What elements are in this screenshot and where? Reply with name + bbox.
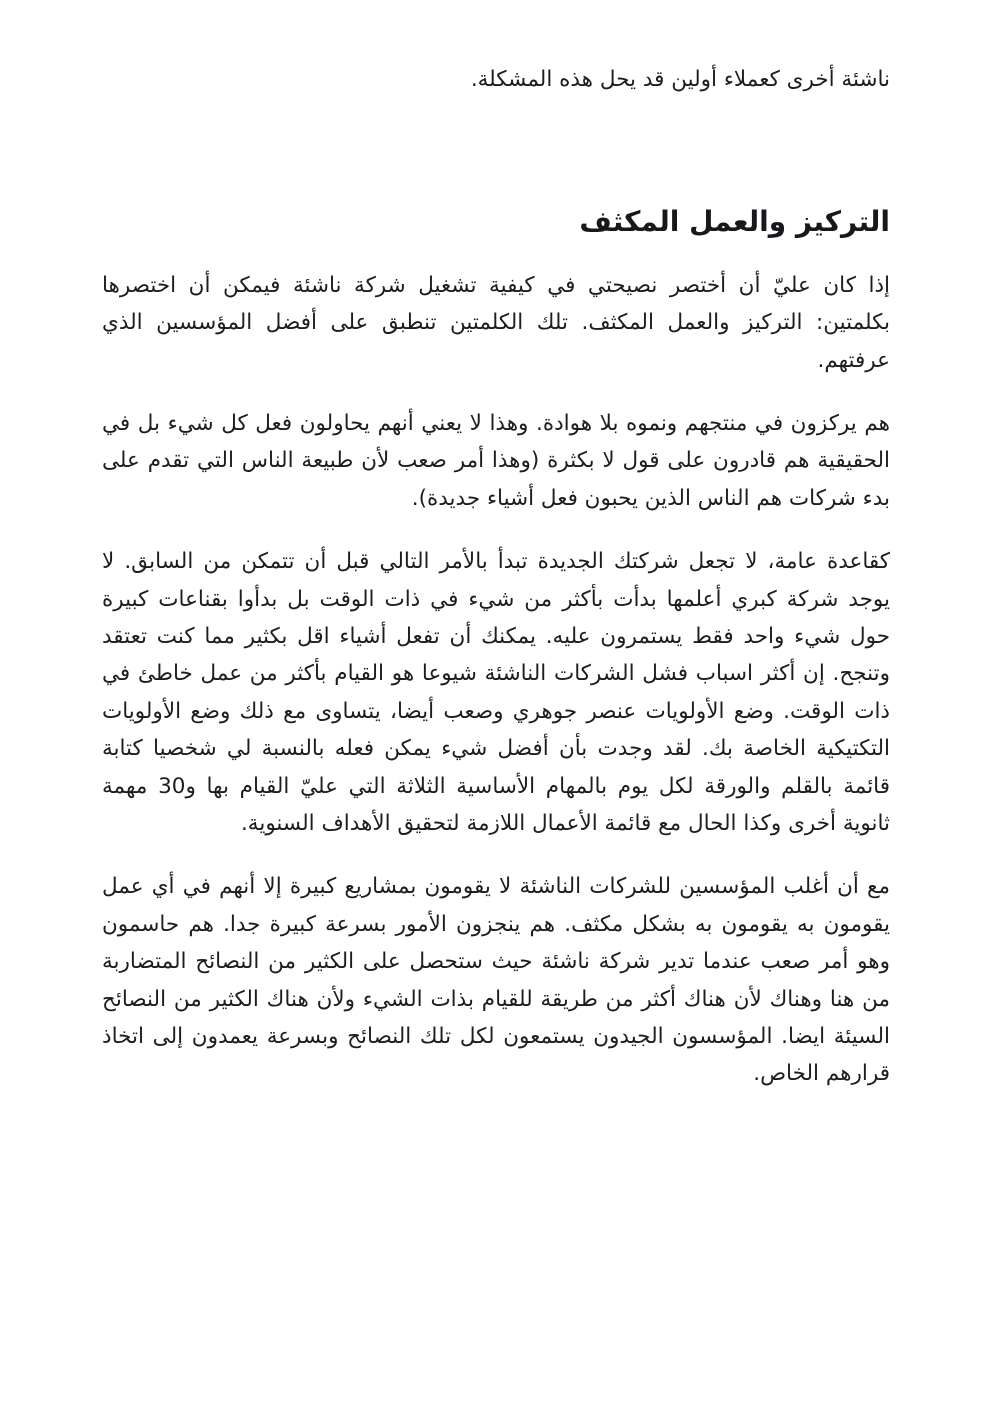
section-heading: التركيز والعمل المكثف xyxy=(579,204,890,238)
body-paragraph-4: مع أن أغلب المؤسسين للشركات الناشئة لا يقومون بمشاريع كبيرة إلا أنهم في أي عمل يقومون به يقومون به بشكل مكثف. هم ينجزون الأمور بسرعة كبيرة جدا. هم حاسمون وهو أمر صعب عندما تدير شركة ناشئة حيث ستحصل على الكثير من النصائح المتضاربة من هنا وهناك لأن هناك أكثر من طريقة للقيام بذات الشيء ولأن هناك الكثير من النصائح السيئة ايضا. المؤسسون الجيدون يستمعون لكل تلك النصائح وبسرعة يعمدون إلى اتخاذ قرارهم الخاص. xyxy=(102,874,890,1087)
body-paragraph-3: كقاعدة عامة، لا تجعل شركتك الجديدة تبدأ بالأمر التالي قبل أن تتمكن من السابق. لا يوجد شركة كبري أعلمها بدأت بأكثر من شيء في ذات الوقت بل بدأوا بقناعات كبيرة حول شيء واحد فقط يستمرون عليه. يمكنك أن تفعل أشياء اقل بكثير مما كنت تعتقد وتنجح. إن أكثر اسباب فشل الشركات الناشئة شيوعا هو القيام بأكثر من عمل خاطئ في ذات الوقت. وضع الأولويات عنصر جوهري وصعب أيضا، يتساوى مع ذلك وضع الأولويات التكتيكية الخاصة بك. لقد وجدت بأن أفضل شيء يمكن فعله بالنسبة لي شخصيا كتابة قائمة بالقلم والورقة لكل يوم بالمهام الأساسية الثلاثة التي عليّ القيام بها و30 مهمة ثانوية أخرى وكذا الحال مع قائمة الأعمال اللازمة لتحقيق الأهداف السنوية. xyxy=(102,549,890,837)
body-paragraph-1: إذا كان عليّ أن أختصر نصيحتي في كيفية تشغيل شركة ناشئة فيمكن أن اختصرها بكلمتين: التركيز والعمل المكثف. تلك الكلمتين تنطبق على أفضل المؤسسين الذي عرفتهم. xyxy=(102,272,890,373)
continued-paragraph-from-previous-page: ناشئة أخرى كعملاء أولين قد يحل هذه المشكلة. xyxy=(470,67,890,92)
heading-spacer xyxy=(102,99,890,203)
body-paragraph-2: هم يركزون في منتجهم ونموه بلا هوادة. وهذا لا يعني أنهم يحاولون فعل كل شيء بل في الحقيقية هم قادرون على قول لا بكثرة (وهذا أمر صعب لأن طبيعة الناس التي تقدم على بدء شركات هم الناس الذين يحبون فعل أشياء جديدة). xyxy=(102,410,890,511)
